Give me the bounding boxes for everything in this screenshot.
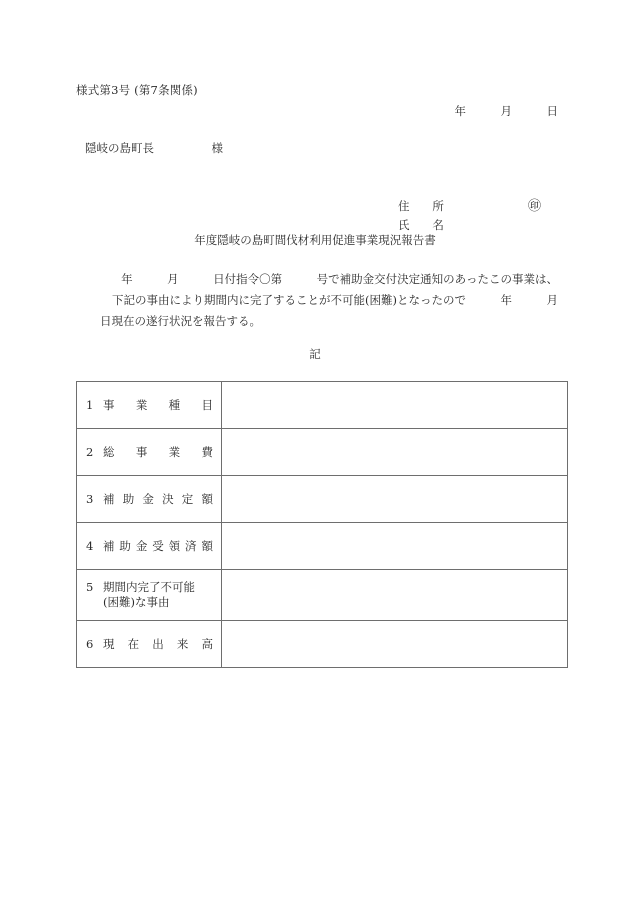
table-row [77,476,568,523]
label-char: 来 [176,637,189,651]
label-char: 受 [152,539,164,553]
row-number-1: 1 [86,398,94,412]
date-line-top: 年 月 日 [454,104,558,118]
label-line-2: (困難)な事由 [103,595,170,609]
body-paragraph-line-1: 年 月 日付指令〇第 号で補助金交付決定通知のあったこの事業は、 [121,272,558,286]
report-table-body [77,382,568,668]
table-row [77,429,568,476]
row-label-5 [103,580,221,610]
addressee-line: 隠岐の島町長 様 [85,141,223,155]
row-number-3: 3 [86,492,94,506]
label-char: 金 [135,539,148,553]
label-char: 定 [181,492,194,506]
sender-address-row [376,178,444,213]
body-paragraph-line-3: 日現在の遂行状況を報告する。 [100,314,261,328]
table-row-label-5 [77,570,222,621]
address-label: 住 所 [397,199,444,213]
table-row-label-4 [77,523,222,570]
label-line-1: 期間内完了不可能 [103,580,195,594]
table-row-label-6 [77,621,222,668]
seal-stamp-icon: ㊞ [528,199,542,214]
label-char: 金 [142,492,154,506]
label-char: 額 [201,539,213,553]
table-row [77,382,568,429]
label-char: 総 [103,445,115,459]
report-table [76,381,568,668]
label-char: 出 [152,637,164,651]
label-char: 助 [119,539,131,553]
label-char: 種 [168,398,181,412]
table-row-value-3[interactable] [222,476,568,523]
table-row-label-1 [77,382,222,429]
form-number: 様式第3号 (第7条関係) [76,83,198,97]
row-number-2: 2 [86,445,94,459]
row-number-5: 5 [86,580,94,594]
label-char: 現 [103,637,115,651]
table-row [77,570,568,621]
label-char: 済 [185,539,197,553]
label-char: 事 [135,445,148,459]
row-label-2 [103,444,221,460]
row-label-3 [103,491,221,507]
label-char: 業 [168,445,181,459]
sender-name-row [376,197,542,232]
label-char: 事 [103,398,115,412]
table-row-value-4[interactable] [222,523,568,570]
label-char: 目 [201,398,213,412]
row-number-4: 4 [86,539,94,553]
label-char: 業 [135,398,148,412]
label-char: 領 [168,539,181,553]
table-row-value-2[interactable] [222,429,568,476]
table-row [77,523,568,570]
row-label-4 [103,538,221,554]
label-char: 補 [103,539,115,553]
table-row [77,621,568,668]
label-char: 在 [127,637,140,651]
row-label-1 [103,397,221,413]
body-paragraph-line-2: 下記の事由により期間内に完了することが不可能(困難)となったので 年 月 [112,293,558,307]
table-row-value-5[interactable] [222,570,568,621]
table-row-value-6[interactable] [222,621,568,668]
label-char: 費 [201,445,213,459]
label-char: 助 [122,492,135,506]
table-row-value-1[interactable] [222,382,568,429]
row-number-6: 6 [86,637,94,651]
notation-mark: 記 [309,347,321,361]
label-char: 高 [201,637,213,651]
label-char: 額 [201,492,213,506]
row-label-6 [103,636,221,652]
label-char: 補 [103,492,115,506]
table-row-label-2 [77,429,222,476]
table-row-label-3 [77,476,222,523]
label-char: 決 [162,492,174,506]
name-label: 氏 名 [397,218,444,232]
sender-block [376,178,542,232]
page-title: 年度隠岐の島町間伐材利用促進事業現況報告書 [194,233,436,247]
